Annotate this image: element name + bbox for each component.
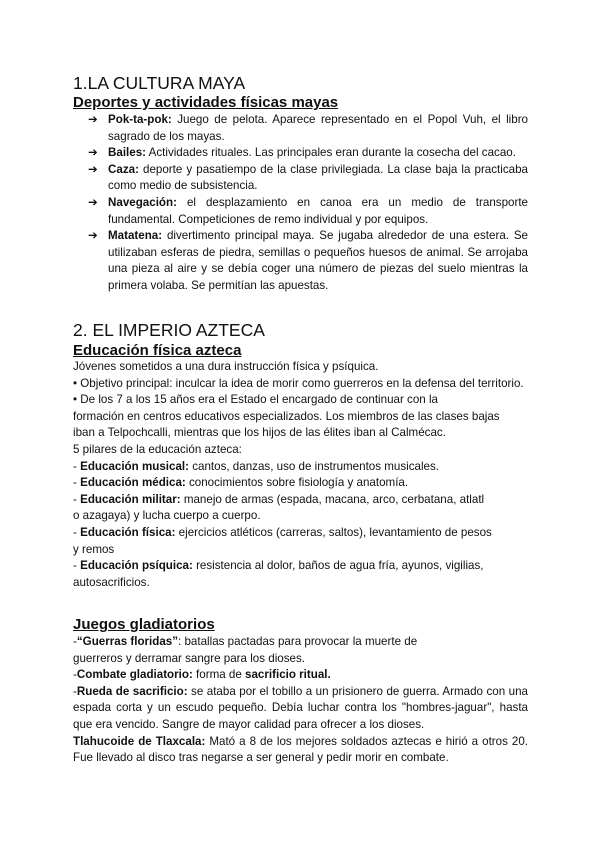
- item-dash: -: [73, 684, 77, 698]
- item-term: Navegación:: [108, 195, 177, 209]
- pillar-term: Educación militar:: [80, 492, 181, 506]
- list-item: [88, 112, 528, 145]
- item-term: Combate gladiatorio:: [76, 668, 193, 682]
- item-term: Matatena:: [108, 229, 163, 243]
- list-item: [88, 162, 528, 195]
- item-dash: -: [73, 668, 77, 682]
- arrow-right-icon: ➔: [88, 195, 98, 209]
- pillar-text: ejercicios atléticos (carreras, saltos), levantamiento de pesos: [175, 525, 492, 539]
- education-bullet-state-l3: iban a Telpochcalli, mientras que los hijos de las élites iban al Calmécac.: [73, 426, 446, 440]
- item-term: “Guerras floridas”: [76, 635, 179, 648]
- pillar-term: Educación psíquica:: [80, 559, 193, 573]
- item-term: Tlahucoide de Tlaxcala:: [73, 734, 206, 748]
- pillar-term: Educación musical:: [80, 459, 189, 473]
- item-text: deporte y pasatiempo de la clase privilegiada. La clase baja la practicaba como medio de subsistencia.: [108, 162, 528, 193]
- section-title-maya: 1.LA CULTURA MAYA: [73, 73, 246, 93]
- section-subtitle-education: Educación física azteca: [73, 342, 242, 359]
- education-intro: Jóvenes sometidos a una dura instrucción física y psíquica.: [73, 360, 379, 373]
- pillar-text: resistencia al dolor, baños de agua fría, ayunos, vigilias,: [192, 559, 484, 573]
- item-text: el desplazamiento en canoa era un medio de transporte fundamental. Competiciones de remo individual y por equipos.: [108, 195, 528, 226]
- item-text: : batallas pactadas para provocar la muerte de: [178, 635, 418, 648]
- gladiator-block: [73, 634, 528, 767]
- list-item: [88, 195, 528, 228]
- item-text: Actividades rituales. Las principales eran durante la cosecha del cacao.: [146, 146, 516, 160]
- rueda-sacrificio-paragraph: [73, 684, 528, 734]
- pillar-dash: -: [73, 476, 81, 490]
- education-bullet-state-l1: • De los 7 a los 15 años era el Estado el encargado de continuar con la: [73, 393, 438, 407]
- tlahucoide-paragraph: [73, 734, 528, 767]
- pillar-dash: -: [73, 459, 81, 473]
- guerras-floridas-continuation: guerreros y derramar sangre para los dioses.: [73, 651, 305, 665]
- maya-activities-list: [88, 112, 528, 295]
- section-subtitle-maya-sports: Deportes y actividades físicas mayas: [73, 94, 339, 111]
- arrow-right-icon: ➔: [88, 162, 98, 176]
- item-text: divertimento principal maya. Se jugaba alrededor de una estera. Se utilizaban esferas de piedra, semillas o pequeños huesos de animal. Se arrojaba una pieza al aire y se debía coger una número de piezas del suelo mientras la primera volaba. Se permitían las apuestas.: [108, 229, 528, 292]
- arrow-right-icon: ➔: [88, 113, 98, 126]
- item-term: Rueda de sacrificio:: [76, 684, 188, 698]
- pillar-text: conocimientos sobre fisiología y anatomía.: [185, 476, 409, 490]
- education-bullet-objective: • Objetivo principal: inculcar la idea de morir como guerreros en la defensa del territorio.: [73, 376, 524, 390]
- pillar-item: [73, 525, 528, 542]
- item-term: Bailes:: [108, 146, 147, 160]
- pillar-item: [73, 475, 528, 492]
- section-title-azteca: 2. EL IMPERIO AZTECA: [73, 320, 265, 340]
- section-subtitle-gladiator-games: Juegos gladiatorios: [73, 616, 215, 633]
- list-item: [88, 228, 528, 294]
- item-dash: -: [73, 635, 77, 648]
- pillar-dash: -: [73, 559, 81, 573]
- education-bullet-state-l2: formación en centros educativos especializados. Los miembros de las clases bajas: [73, 409, 500, 423]
- pillar-dash: -: [73, 492, 81, 506]
- education-block: [73, 359, 528, 591]
- pillar-continuation: o azagaya) y lucha cuerpo a cuerpo.: [73, 509, 261, 523]
- pillar-term: Educación física:: [80, 525, 176, 539]
- item-term-secondary: sacrificio ritual.: [245, 668, 331, 682]
- guerras-floridas-line: [73, 634, 528, 651]
- list-item: [88, 145, 528, 162]
- item-text: Mató a 8 de los mejores soldados aztecas e hirió a otros 20. Fue llevado al disco tras negarse a ser general y pedir morir en combate.: [73, 734, 529, 765]
- arrow-right-icon: ➔: [88, 146, 98, 160]
- pillar-term: Educación médica:: [80, 476, 186, 490]
- item-term: Caza:: [108, 162, 139, 176]
- item-text: forma de: [192, 668, 246, 682]
- pillars-intro: 5 pilares de la educación azteca:: [73, 442, 242, 456]
- combate-gladiatorio-line: [73, 667, 528, 684]
- arrow-right-icon: ➔: [88, 229, 98, 243]
- pillar-item: [73, 558, 528, 575]
- item-text: se ataba por el tobillo a un prisionero de guerra. Armado con una espada corta y un escudo pequeño. Debía luchar contra los "hombres-jaguar", hasta que era vencido. Sangre de mayor calidad para ofrecer a los dioses.: [73, 684, 528, 731]
- pillar-continuation: autosacrificios.: [73, 575, 150, 589]
- pillar-continuation: y remos: [73, 542, 115, 556]
- pillar-item: [73, 459, 528, 476]
- pillar-text: manejo de armas (espada, macana, arco, cerbatana, atlatl: [180, 492, 485, 506]
- item-term: Pok-ta-pok:: [108, 113, 172, 126]
- pillar-dash: -: [73, 525, 81, 539]
- item-text: Juego de pelota. Aparece representado en el Popol Vuh, el libro sagrado de los mayas.: [108, 113, 528, 143]
- pillar-item: [73, 492, 528, 509]
- pillar-text: cantos, danzas, uso de instrumentos musicales.: [188, 459, 440, 473]
